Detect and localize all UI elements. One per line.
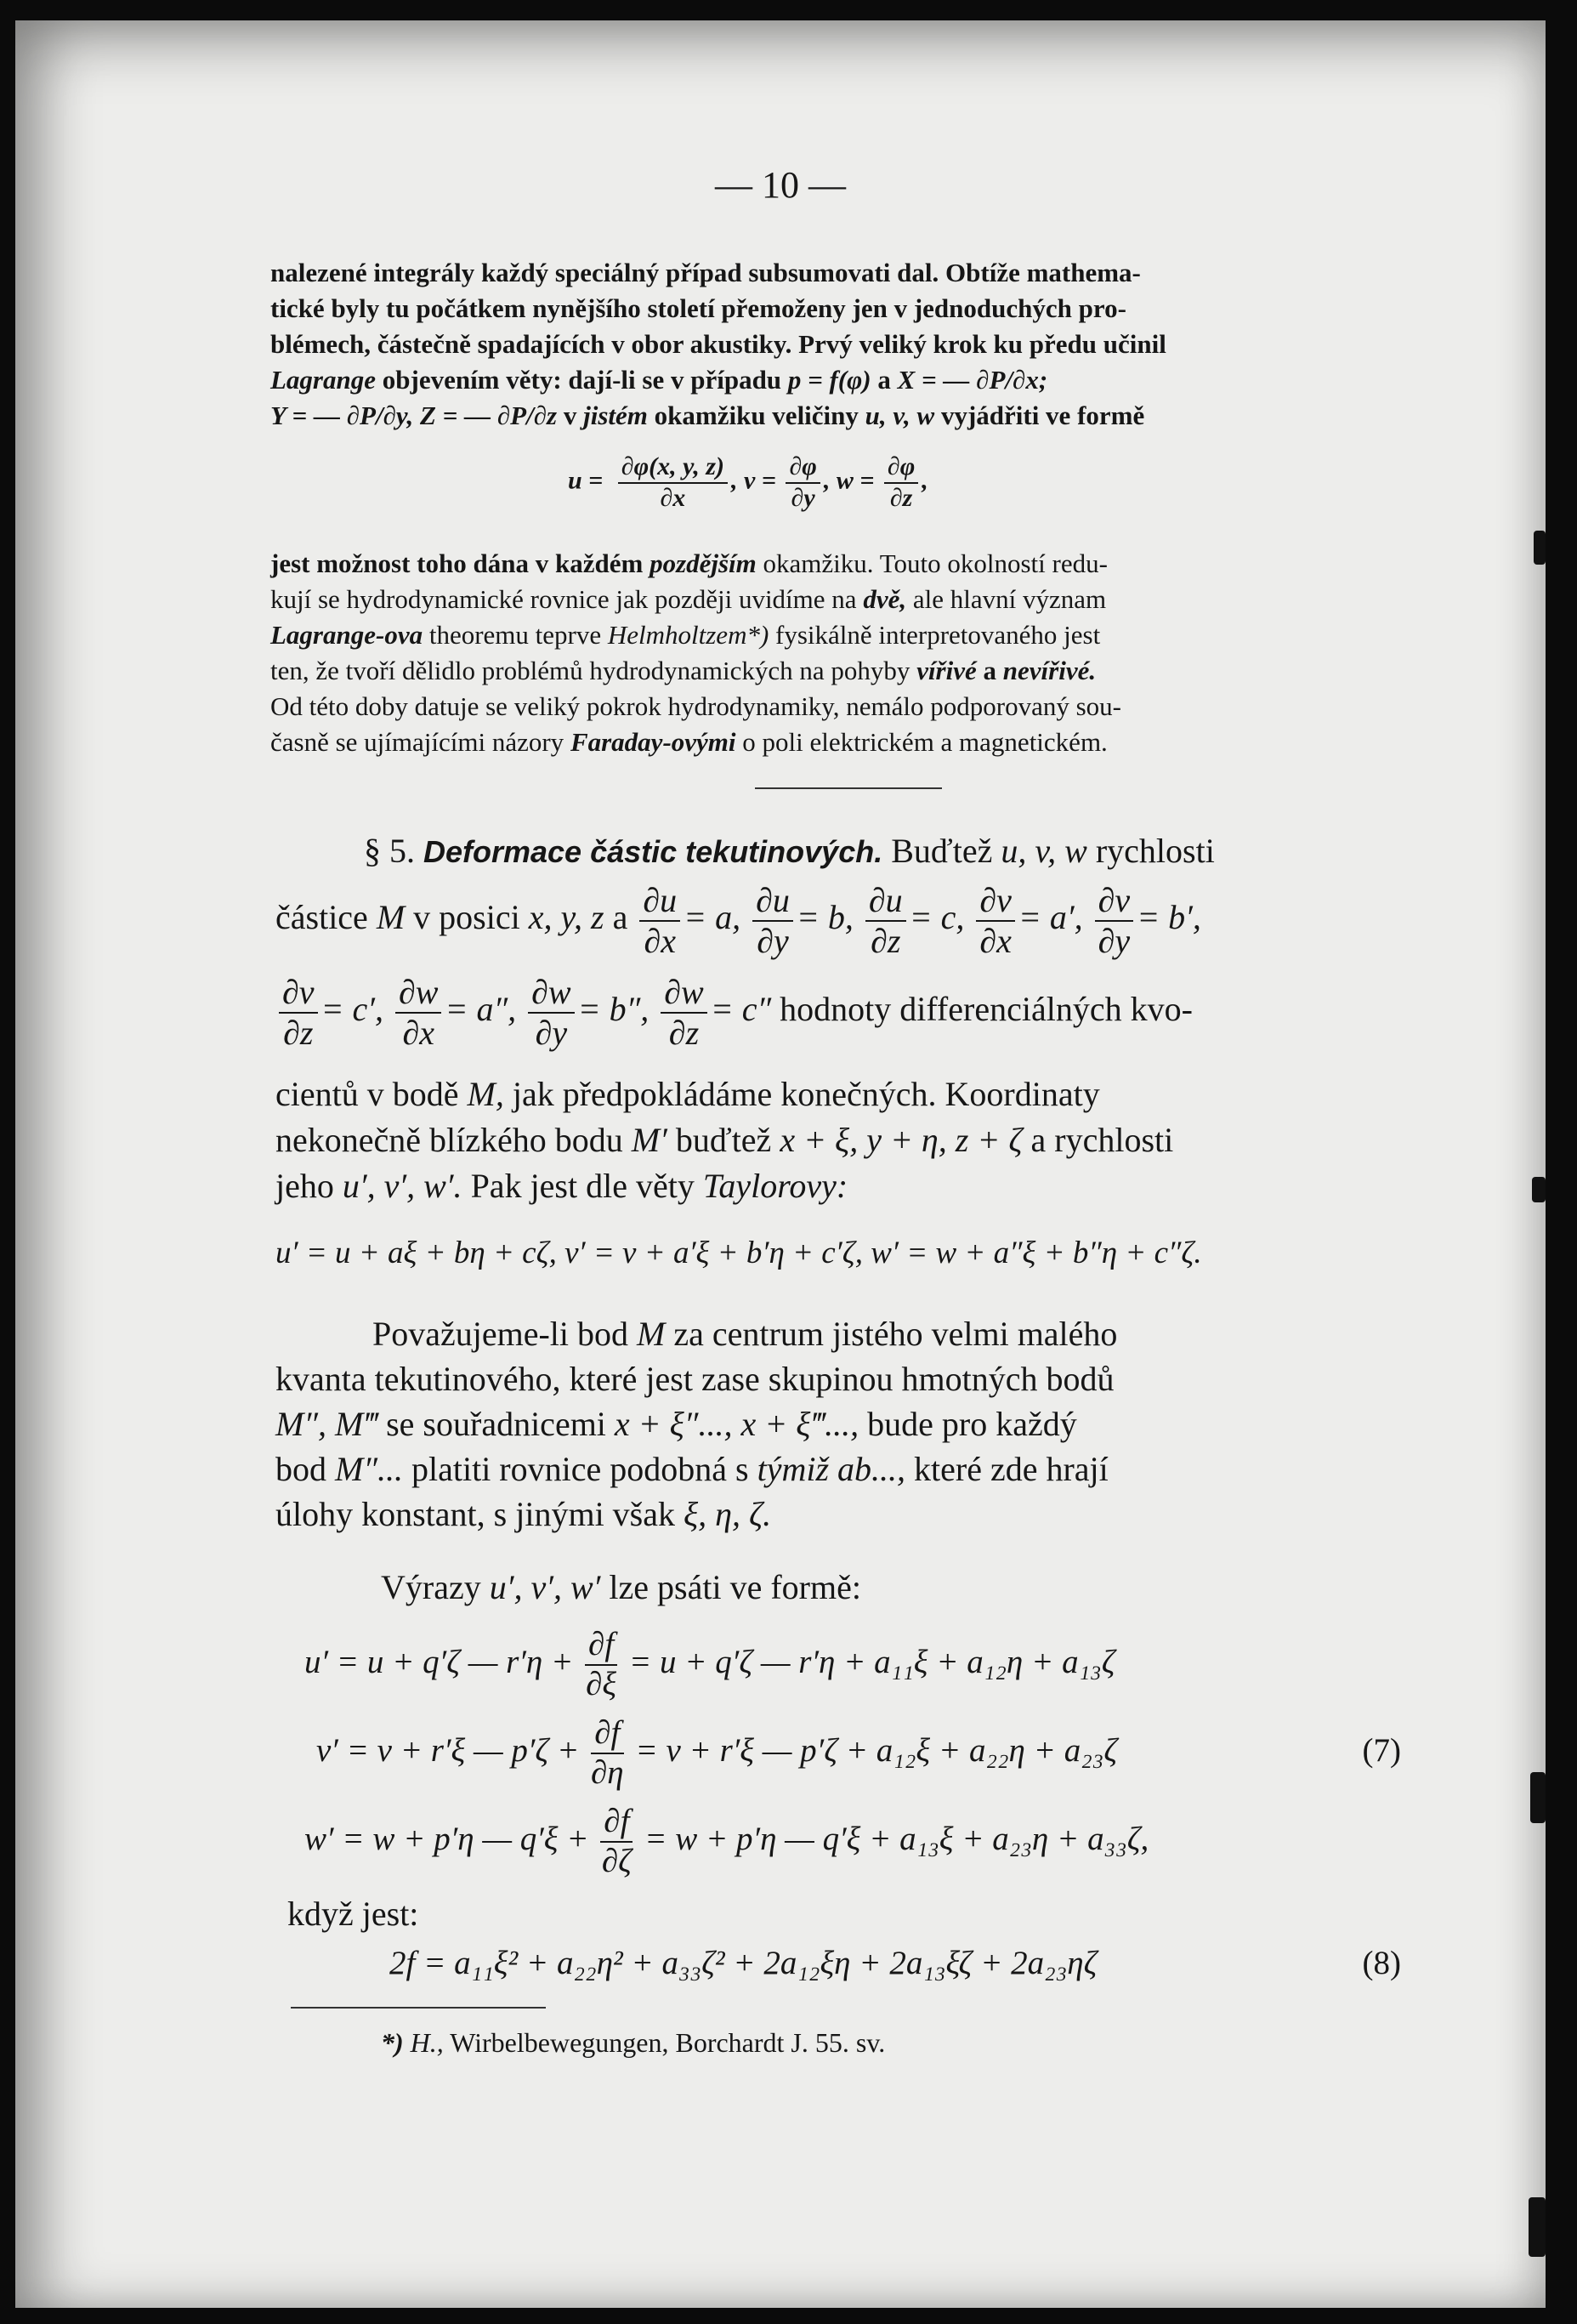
page-number: — 10 — xyxy=(715,164,846,206)
para3-line1: Považujeme-li bod M za centrum jistého velmi malého xyxy=(372,1315,1118,1353)
para2-line1: jest možnost toho dána v každém pozdějším okamžiku. Touto okolností redu- xyxy=(270,548,1108,578)
formula-velocity-potential: u = $\frac{\partial\varphi(x, y, z)}{\partial x}$ , v = $\frac{\partial\varphi}{\partial y}$ , w = $\frac{\partial\varphi}{\partial z}$ , xyxy=(568,452,928,512)
eq7-row2: v′ = v + r′ξ — p′ζ + $\frac{\partial f}{\partial\eta}$ = v + r′ξ — p′ζ + a₁₂ξ + a₂₂η + a₂₃ζ xyxy=(316,1714,1118,1791)
para3-line4: bod M″... platiti rovnice podobná s týmiž ab..., které zde hrají xyxy=(275,1450,1109,1488)
footnote-rule xyxy=(291,2007,546,2009)
para2-line4: ten, že tvoří dělidlo problémů hydrodynamických na pohyby vířivé a nevířivé. xyxy=(270,656,1097,685)
eq7-row1: u′ = u + q′ζ — r′η + $\frac{\partial f}{\partial\xi}$ = u + q′ζ — r′η + a₁₁ξ + a₁₂η + a₁₃ζ xyxy=(304,1626,1115,1702)
para3-line2: kvanta tekutinového, které jest zase skupinou hmotných bodů xyxy=(275,1360,1115,1398)
book-page xyxy=(15,20,1546,2308)
section5-line2: částice M v posici x, y, z a $\frac{\partial u}{\partial x}$ = a, $\frac{\partial u}{\partial y}$ = b, $\frac{\partial u}{\partial z}$ = c, $\frac{\partial v}{\partial x}$ = a′, $\frac{\partial v}{\partial y}$ = b′, xyxy=(275,881,1201,960)
para2-line2: kují se hydrodynamické rovnice jak později uvidíme na dvě, ale hlavní význam xyxy=(270,584,1107,614)
para3-line3: M″, M‴ se souřadnicemi x + ξ″..., x + ξ‴..., bude pro každý xyxy=(275,1405,1077,1443)
eq8-number: (8) xyxy=(1362,1945,1401,1981)
footnote: *) H., Wirbelbewegungen, Borchardt J. 55. sv. xyxy=(381,2027,886,2058)
section5-line4: cientů v bodě M, jak předpokládáme konečných. Koordinaty xyxy=(275,1075,1100,1113)
scan-artifact xyxy=(1534,531,1546,565)
section5-heading: § 5. Deformace částic tekutinových. Buďtež u, v, w rychlosti xyxy=(364,832,1215,870)
taylor-equation: u′ = u + aξ + bη + cζ, v′ = v + a′ξ + b′η + c′ζ, w′ = w + a″ξ + b″η + c″ζ. xyxy=(275,1236,1202,1270)
para2-line3: Lagrange-ova theoremu teprve Helmholtzem*) fysikálně interpretovaného jest xyxy=(270,620,1101,650)
para1-line2: tické byly tu počátkem nynějšího století přemoženy jen v jednoduchých pro- xyxy=(270,293,1126,323)
para1-line3: blémech, částečně spadajících v obor akustiky. Prvý veliký krok ku předu učinil xyxy=(270,329,1166,359)
para2-line5: Od této doby datuje se veliký pokrok hydrodynamiky, nemálo podporovaný sou- xyxy=(270,691,1122,721)
para1-line5: Y = — ∂P/∂y, Z = — ∂P/∂z v jistém okamžiku veličiny u, v, w vyjádřiti ve formě xyxy=(270,401,1145,430)
section5-line6: jeho u′, v′, w′. Pak jest dle věty Taylorovy: xyxy=(275,1167,848,1205)
para1-line1: nalezené integrály každý speciálný případ subsumovati dal. Obtíže mathema- xyxy=(270,258,1141,287)
para2-line6: časně se ujímajícími názory Faraday-ovými o poli elektrickém a magnetickém. xyxy=(270,727,1108,757)
para1-line4: Lagrange objevením věty: dají-li se v případu p = f(φ) a X = — ∂P/∂x; xyxy=(270,365,1048,395)
name-lagrange: Lagrange xyxy=(270,365,376,395)
scan-artifact xyxy=(1529,2197,1546,2257)
section5-line5: nekonečně blízkého bodu M′ buďtež x + ξ, y + η, z + ζ a rychlosti xyxy=(275,1121,1174,1159)
section-sign: § 5. xyxy=(364,832,415,870)
section-divider xyxy=(755,787,942,789)
section-title: Deformace částic tekutinových. xyxy=(423,834,883,869)
section5-line3: $\frac{\partial v}{\partial z}$ = c′, $\frac{\partial w}{\partial x}$ = a″, $\frac{\partial w}{\partial y}$ = b″, $\frac{\partial w}{\partial z}$ = c″ hodnoty differenciálných kvo- xyxy=(275,973,1193,1053)
para3-line5: úlohy konstant, s jinými však ξ, η, ζ. xyxy=(275,1495,772,1533)
eq8: 2f = a₁₁ξ² + a₂₂η² + a₃₃ζ² + 2a₁₂ξη + 2a₁₃ξζ + 2a₂₃ηζ xyxy=(389,1945,1098,1981)
eq7-intro: Výrazy u′, v′, w′ lze psáti ve formě: xyxy=(381,1568,861,1606)
scan-artifact xyxy=(1532,1177,1546,1202)
eq7-row3: w′ = w + p′η — q′ξ + $\frac{\partial f}{\partial\zeta}$ = w + p′η — q′ξ + a₁₃ξ + a₂₃η + a₃₃ζ, xyxy=(304,1803,1149,1879)
scan-artifact xyxy=(1530,1772,1546,1823)
kdyz-jest: když jest: xyxy=(287,1895,419,1933)
eq7-number: (7) xyxy=(1362,1732,1401,1769)
